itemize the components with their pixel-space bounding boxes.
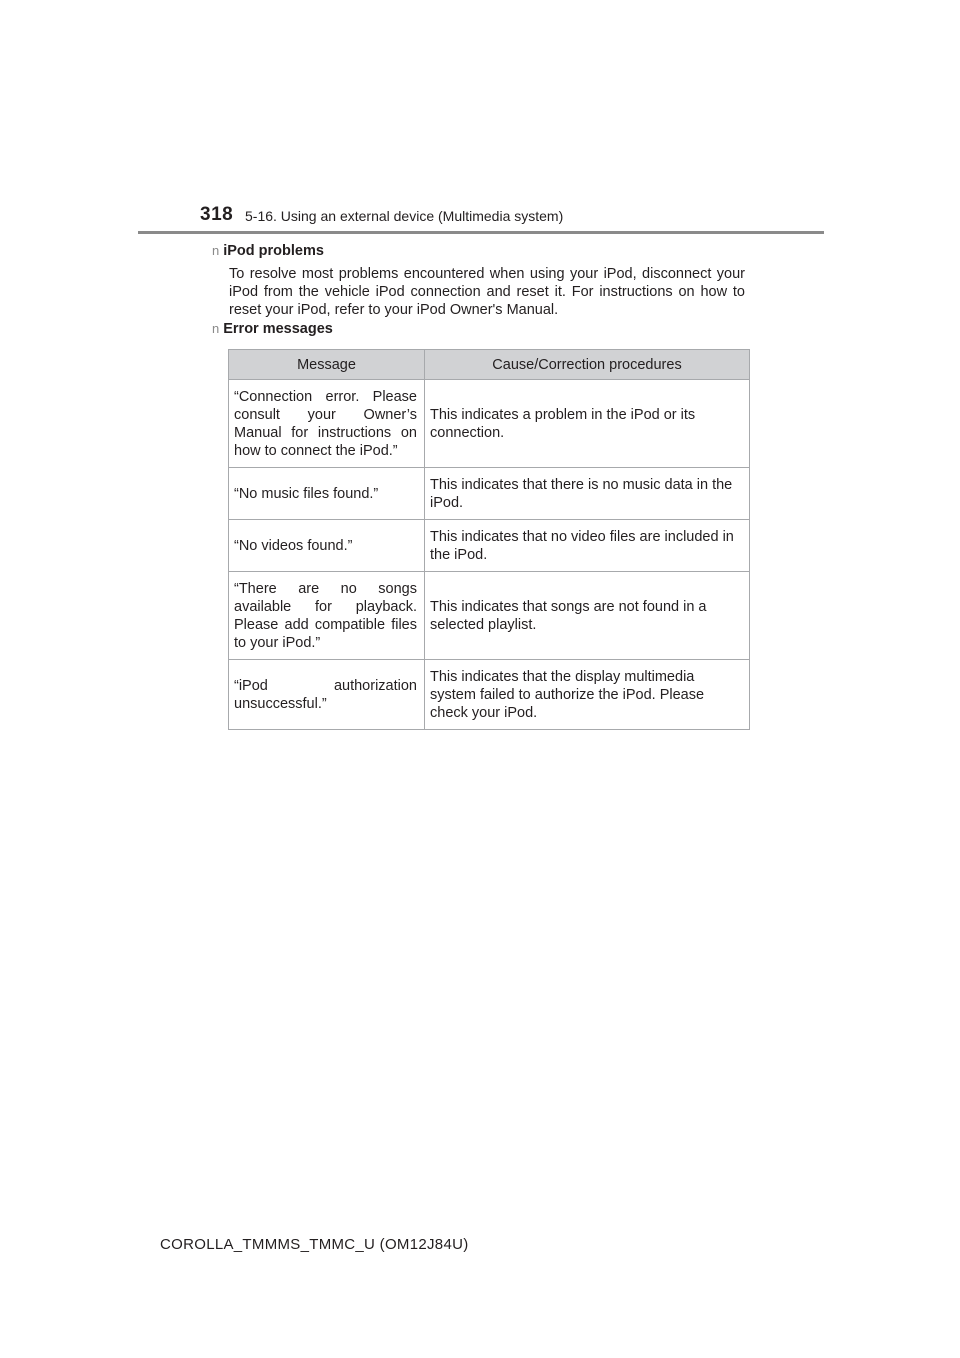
error-messages-heading: [212, 321, 752, 337]
cause-cell: This indicates that there is no music data in the iPod.: [425, 468, 750, 520]
cause-cell: This indicates that no video files are included in the iPod.: [425, 520, 750, 572]
message-cell: “No music files found.”: [229, 468, 425, 520]
bullet-icon: n: [212, 243, 220, 258]
table-header-row: [229, 350, 750, 380]
message-cell: “iPod authorization unsuccessful.”: [229, 660, 425, 730]
cause-cell: This indicates that songs are not found in a selected playlist.: [425, 572, 750, 660]
document-id: COROLLA_TMMMS_TMMC_U (OM12J84U): [160, 1236, 469, 1253]
ipod-problems-heading: [212, 243, 752, 259]
table-row: [229, 572, 750, 660]
error-messages-title: Error messages: [223, 321, 333, 337]
table-row: [229, 468, 750, 520]
table-row: [229, 520, 750, 572]
table-row: [229, 660, 750, 730]
message-cell: “There are no songs available for playback. Please add compatible files to your iPod.”: [229, 572, 425, 660]
column-header-cause: Cause/Correction procedures: [425, 350, 750, 380]
page-number: 318: [200, 204, 234, 225]
column-header-message: Message: [229, 350, 425, 380]
section-title: 5-16. Using an external device (Multimedia system): [245, 208, 564, 224]
message-cell: “No videos found.”: [229, 520, 425, 572]
ipod-problems-title: iPod problems: [223, 243, 324, 259]
cause-cell: This indicates a problem in the iPod or its connection.: [425, 380, 750, 468]
page-header: [200, 204, 824, 234]
cause-cell: This indicates that the display multimedia system failed to authorize the iPod. Please check your iPod.: [425, 660, 750, 730]
error-messages-table: [228, 349, 750, 730]
header-divider: [138, 231, 824, 234]
table-row: [229, 380, 750, 468]
ipod-problems-text: To resolve most problems encountered when using your iPod, disconnect your iPod from the vehicle iPod connection and reset it. For instructions on how to reset your iPod, refer to your iPod Owner's Manual.: [229, 266, 745, 318]
bullet-icon: n: [212, 321, 220, 336]
message-cell: “Connection error. Please consult your Owner’s Manual for instructions on how to connect the iPod.”: [229, 380, 425, 468]
